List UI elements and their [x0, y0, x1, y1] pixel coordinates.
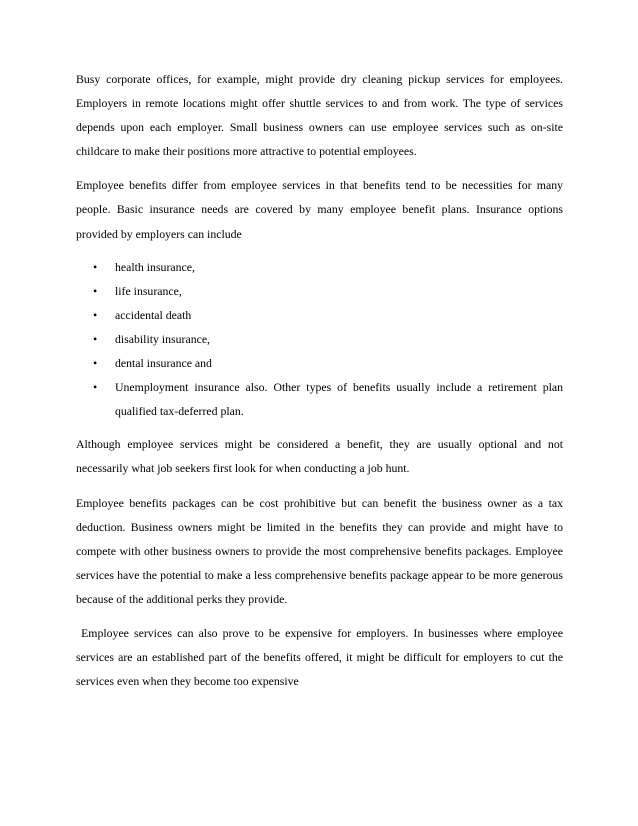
list-item-text: life insurance, [115, 283, 182, 298]
bullet-icon: • [93, 380, 98, 395]
list-item-text: dental insurance and [115, 356, 212, 371]
paragraph-benefits-packages: Employee benefits packages can be cost prohibitive but can benefit the business owner as a tax deduction. Business owners might be limited in the benefits they can provide and might have to compete with other business owners to provide the most comprehensive benefits packages. Employee services have the potential to make a less comprehensive benefits package appear to be more generous because of the additional perks they provide. [76, 495, 563, 606]
insurance-options-list [76, 255, 563, 424]
bullet-icon: • [93, 307, 98, 322]
list-item-text: Unemployment insurance also. Other types of benefits usually include a retirement plan qualified tax-deferred plan. [115, 380, 563, 419]
bullet-icon: • [93, 356, 98, 371]
list-item [76, 303, 563, 327]
document-page [76, 67, 566, 703]
bullet-icon: • [93, 331, 98, 346]
paragraph-optional-services: Although employee services might be considered a benefit, they are usually optional and not necessarily what job seekers first look for when conducting a job hunt. [76, 437, 563, 476]
list-item [76, 279, 563, 303]
paragraph-benefits-vs-services: Employee benefits differ from employee services in that benefits tend to be necessities for many people. Basic insurance needs are covered by many employee benefit plans. Insurance options provided by employers can include [76, 178, 563, 241]
paragraph-services-expense: Employee services can also prove to be expensive for employers. In businesses where employee services are an established part of the benefits offered, it might be difficult for employers to cut the services even when they become too expensive [76, 625, 566, 689]
list-item-text: health insurance, [115, 259, 195, 274]
list-item [76, 327, 563, 351]
bullet-icon: • [93, 283, 98, 298]
list-item-text: accidental death [115, 307, 192, 322]
list-item [76, 255, 563, 279]
paragraph-employee-services-examples: Busy corporate offices, for example, might provide dry cleaning pickup services for employees. Employers in remote locations might offer shuttle services to and from work. The type of services depends upon each employer. Small business owners can use employee services such as on-site childcare to make their positions more attractive to potential employees. [76, 72, 563, 159]
list-item-text: disability insurance, [115, 331, 211, 346]
list-item [76, 351, 563, 375]
list-item [76, 375, 563, 423]
bullet-icon: • [93, 259, 98, 274]
